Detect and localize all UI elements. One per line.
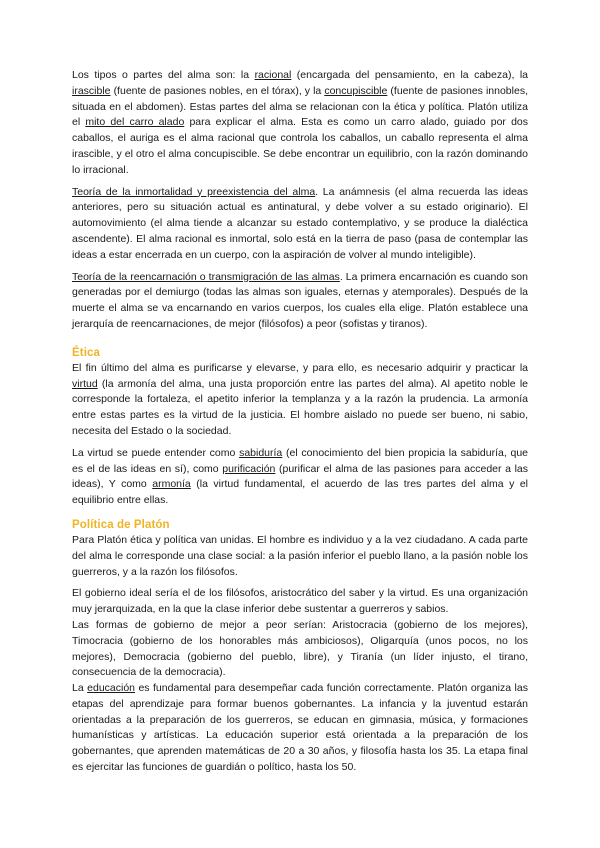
heading-politica: Política de Platón bbox=[72, 518, 170, 531]
paragraph-ideal-government: El gobierno ideal sería el de los filósofos, aristocrático del saber y la virtud. Es una organización muy jerarquizada, en la que la clase inferior debe sustentar a guerreros y sabios. bbox=[72, 587, 528, 616]
term-mito-carro-alado: mito del carro alado bbox=[85, 116, 185, 129]
paragraph-education: La educación es fundamental para desempeñar cada función correctamente. Platón organiza las etapas del aprendizaje para formar buenos gobernantes. La infancia y la juventud estarán orientadas a la preparación de los guerreros, se educan en gimnasia, música, y formaciones humanísticas y artísticas. La educación superior está orientada a la preparación de los gobernantes, que aprenden matemáticas de 20 a 30 años, y filosofía hasta los 35. La etapa final es ejercitar las funciones de guardián o político, hasta los 50. bbox=[72, 682, 528, 774]
paragraph-reincarnation-theory: Teoría de la reencarnación o transmigración de las almas. La primera encarnación es cuando son generadas por el demiurgo (todas las almas son iguales, eternas y atemporales). Después de la muerte el alma se va encarnando en varios cuerpos, los cuales ella elige. Platón establece una jerarquía de reencarnaciones, de mejor (filósofos) a peor (sofistas y tiranos). bbox=[72, 270, 528, 330]
paragraph-parts-of-soul: Los tipos o partes del alma son: la racional (encargada del pensamiento, en la cabeza), la irascible (fuente de pasiones nobles, en el tórax), y la concupiscible (fuente de pasiones innobles, situada en el abdomen). Estas partes del alma se relacionan con la ética y política. Platón utiliza el mito del carro alado para explicar el alma. Esta es como un carro alado, guiado por dos caballos, el auriga es el alma racional que controla los caballos, un caballo representa el alma irascible, y el otro el alma concupiscible. Se debe encontrar un equilibrio, con la razón dominando lo irracional. bbox=[72, 69, 529, 176]
term-virtud: virtud bbox=[72, 377, 98, 390]
document-page bbox=[72, 68, 528, 782]
paragraph-government-forms: Las formas de gobierno de mejor a peor serían: Aristocracia (gobierno de los mejores), Timocracia (gobierno de los honorables más ambiciosos), Oligarquía (unos pocos, no los mejores), Democracia (gobierno del pueblo, libre), y Tiranía (un líder injusto, el tirano, consecuencia de la democracia). bbox=[72, 618, 528, 679]
term-teoria-inmortalidad: Teoría de la inmortalidad y preexistencia del alma bbox=[72, 185, 316, 198]
term-teoria-reencarnacion: Teoría de la reencarnación o transmigración de las almas bbox=[72, 270, 340, 283]
term-irascible: irascible bbox=[72, 84, 111, 97]
term-sabiduria: sabiduría bbox=[239, 446, 283, 459]
term-racional: racional bbox=[254, 69, 292, 81]
term-educacion: educación bbox=[87, 682, 136, 695]
term-armonia: armonía bbox=[152, 478, 191, 491]
term-concupiscible: concupiscible bbox=[324, 84, 388, 97]
paragraph-ethics-politics: Para Platón ética y política van unidas. El hombre es individuo y a la vez ciudadano. A cada parte del alma le corresponde una clase social: a la pasión inferior el pueblo llano, a la pasión noble los guerreros, y a la razón los filósofos. bbox=[72, 533, 528, 578]
term-purificacion: purificación bbox=[222, 462, 276, 475]
paragraph-virtue-meanings: La virtud se puede entender como sabiduría (el conocimiento del bien propicia la sabiduría, que es el de las ideas en sí), como purificación (purificar el alma de las pasiones para acceder a las ideas), Y como armonía (la virtud fundamental, el acuerdo de las tres partes del alma y el equilibrio entre ellas. bbox=[72, 446, 529, 507]
paragraph-immortality-theory: Teoría de la inmortalidad y preexistencia del alma. La anámnesis (el alma recuerda las ideas anteriores, pero su situación actual es antinatural, y debe volver a su estado originario). El automovimiento (el alma tiende a alcanzar su estado contemplativo, y se produce la dialéctica ascendente). El alma racional es inmortal, solo está en la tierra de paso (pasa de contemplar las ideas a estar encerrada en un cuerpo, con la aspiración de volver al mundo inteligible). bbox=[72, 185, 528, 261]
heading-etica: Ética bbox=[72, 346, 100, 359]
paragraph-virtue: El fin último del alma es purificarse y elevarse, y para ello, es necesario adquirir y practicar la virtud (la armonía del alma, una justa proporción entre las partes del alma). Al apetito noble le corresponde la fortaleza, el apetito inferior la templanza y a la razón la prudencia. La armonía entre estas partes es la virtud de la justicia. El hombre aislado no puede ser bueno, ni sabio, necesita del Estado o la sociedad. bbox=[72, 361, 528, 437]
